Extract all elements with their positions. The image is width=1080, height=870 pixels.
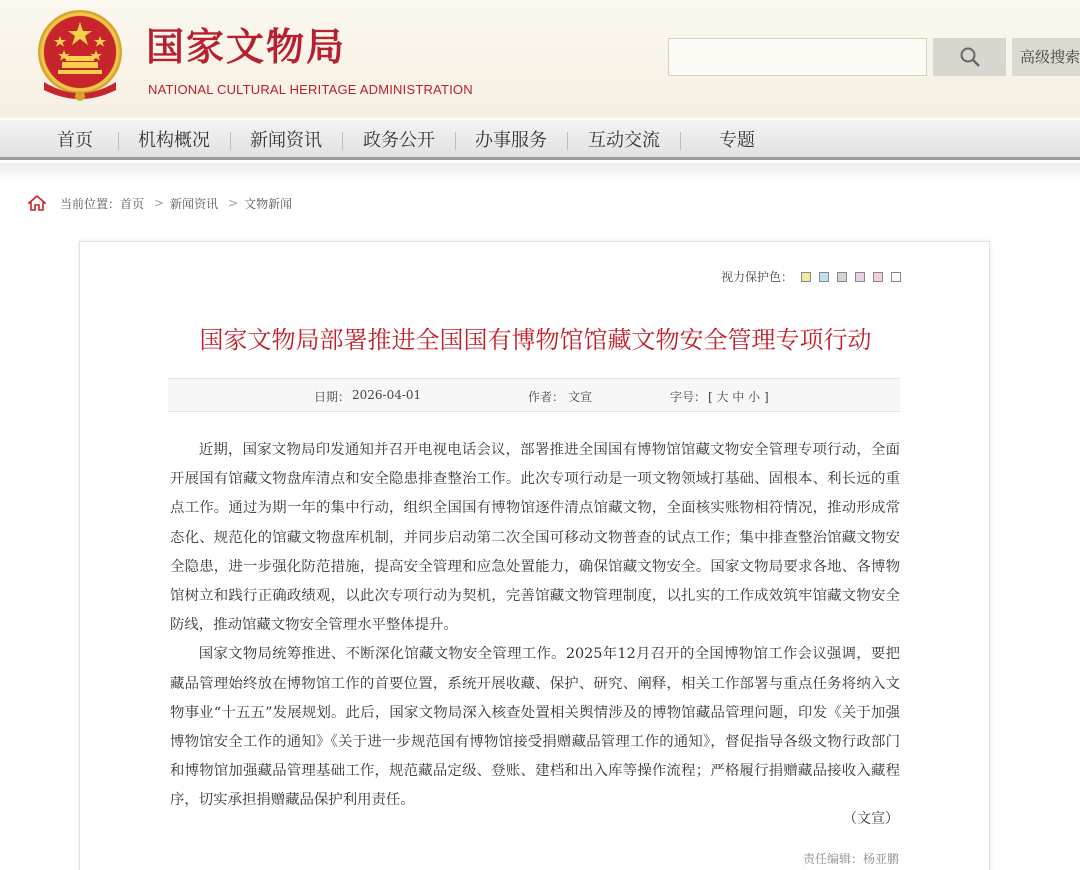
editor-label: 责任编辑： [802,852,863,866]
article-paragraph: 近期，国家文物局印发通知并召开电视电话会议，部署推进全国国有博物馆馆藏文物安全管理专项行动，全面开展国有馆藏文物盘库清点和安全隐患排查整治工作。此次专项行动是一项文物领域打基础、固根本、利长远的重点工作。通过为期一年的集中行动，组织全国国有博物馆逐件清点馆藏文物，全面核实账物相符情况，推动形成常态化、规范化的馆藏文物盘库机制，并同步启动第二次全国可移动文物普查的试点工作；集中排查整治馆藏文物安全隐患，进一步强化防范措施，提高安全管理和应急处置能力，确保馆藏文物安全。国家文物局要求各地、各博物馆树立和践行正确政绩观，以此次专项行动为契机，完善馆藏文物管理制度，以扎实的工作成效筑牢馆藏文物安全防线，推动馆藏文物安全管理水平整体提升。 [170,442,900,634]
nav-item-news[interactable]: 新闻资讯 [250,130,322,151]
nav-item-topics[interactable]: 专题 [719,130,755,151]
font-size-selector[interactable]: [ 大 中 小 ] [708,390,769,404]
breadcrumb [28,194,292,212]
search-button[interactable] [933,38,1006,76]
article-meta [168,378,900,412]
nav-item-interaction[interactable]: 互动交流 [588,130,660,151]
color-swatch-white[interactable] [891,272,901,282]
article-date: 2026-04-01 [352,388,422,402]
site-title[interactable]: 国家文物局 [146,25,347,69]
site-header [0,0,1080,118]
nav-divider [342,132,343,150]
national-emblem-icon[interactable] [36,8,124,104]
breadcrumb-item-news[interactable]: 新闻资讯 [170,196,219,211]
eye-protection-label: 视力保护色： [720,270,793,284]
nav-shadow-band [0,163,1080,181]
article-card [79,241,990,870]
home-icon[interactable] [28,195,46,211]
article-title: 国家文物局部署推进全国国有博物馆馆藏文物安全管理专项行动 [199,326,872,354]
color-swatch-yellow[interactable] [801,272,811,282]
color-swatch-pink[interactable] [873,272,883,282]
editor-name: 杨亚鹏 [862,852,899,866]
color-swatch-blue[interactable] [819,272,829,282]
nav-item-services[interactable]: 办事服务 [475,130,547,151]
article-source: （文宣） [843,811,899,827]
nav-item-home[interactable]: 首页 [57,130,93,151]
site-subtitle: NATIONAL CULTURAL HERITAGE ADMINISTRATION [148,82,473,97]
eye-protection-colors [721,268,901,285]
breadcrumb-separator: > [228,196,239,210]
nav-divider [118,132,119,150]
breadcrumb-separator: > [154,196,165,210]
author-label: 作者： [528,390,565,404]
breadcrumb-item-heritage-news[interactable]: 文物新闻 [244,196,293,211]
color-swatch-purple[interactable] [855,272,865,282]
article-editor [803,850,899,867]
nav-divider [230,132,231,150]
nav-divider [567,132,568,150]
date-label: 日期： [314,390,351,404]
article-paragraph: 国家文物局统筹推进、不断深化馆藏文物安全管理工作。2025年12月召开的全国博物馆工作会议强调，要把藏品管理始终放在博物馆工作的首要位置，系统开展收藏、保护、研究、阐释，相关工作部署与重点任务将纳入文物事业“十五五”发展规划。此后，国家文物局深入核查处置相关舆情涉及的博物馆藏品管理问题，印发《关于加强博物馆安全工作的通知》《关于进一步规范国有博物馆接受捐赠藏品管理工作的通知》，督促指导各级文物行政部门和博物馆加强藏品管理基础工作，规范藏品定级、登账、建档和出入库等操作流程；严格履行捐赠藏品接收入藏程序，切实承担捐赠藏品保护利用责任。 [170,646,900,809]
main-nav [0,120,1080,160]
advanced-search-button[interactable]: 高级搜索 [1012,38,1080,76]
breadcrumb-item-home[interactable]: 首页 [120,196,145,211]
nav-divider [680,132,681,150]
article-body [170,436,900,816]
breadcrumb-prefix: 当前位置： [60,196,121,211]
nav-divider [455,132,456,150]
font-size-label: 字号： [670,390,707,404]
search-input[interactable] [668,38,927,76]
color-swatch-gray[interactable] [837,272,847,282]
nav-item-gov-affairs[interactable]: 政务公开 [363,130,435,151]
article-author: 文宣 [568,390,593,404]
nav-item-about[interactable]: 机构概况 [138,130,210,151]
search-icon [959,46,981,68]
